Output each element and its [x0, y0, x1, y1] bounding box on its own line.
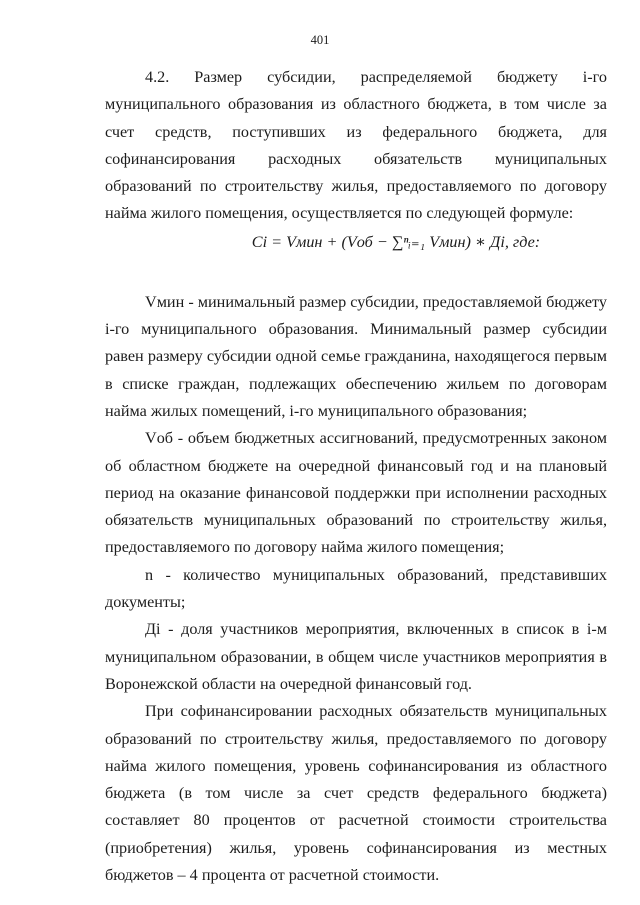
paragraph-vmin-definition: Vмин - минимальный размер субсидии, предоставляемой бюджету i-го муниципального образования. Минимальный размер субсидии равен размеру субсидии одной семье гражданина, находящегося первым в списке граждан, подлежащих обеспечению жильем по договорам найма жилых помещений, i-го муниципального образования; — [105, 292, 607, 420]
paragraph-n-definition: n - количество муниципальных образований, представивших документы; — [105, 565, 607, 612]
paragraph-vob-definition: Vоб - объем бюджетных ассигнований, предусмотренных законом об областном бюджете на очередной финансовый год и на плановый период на оказание финансовой поддержки при исполнении расходных обязательств муниципальных образований по строительству жилья, предоставляемого по договору найма жилого помещения; — [105, 429, 607, 557]
subsidy-formula: Ci = Vмин + (Vоб − ∑ⁿᵢ₌₁ Vмин) ∗ Дi, где: — [251, 232, 541, 251]
paragraph-cofinancing-level: При софинансировании расходных обязательств муниципальных образований по строительству жилья, предоставляемого по договору найма жилого помещения, уровень софинансирования из областного бюджета (в том числе за счет средств федерального бюджета) составляет 80 процентов от расчетной стоимости строительства (приобретения) жилья, уровень софинансирования из местных бюджетов – 4 процента от расчетной стоимости. — [105, 702, 607, 885]
paragraph-di-definition: Дi - доля участников мероприятия, включенных в список в i-м муниципальном образовании, в общем числе участников мероприятия в Воронежской области на очередной финансовый год. — [105, 620, 607, 693]
page-number: 401 — [310, 33, 330, 47]
paragraph-subsidy-size: 4.2. Размер субсидии, распределяемой бюджету i-го муниципального образования из областного бюджета, в том числе за счет средств, поступивших из федерального бюджета, для софинансирования расходных обязательств муниципальных образований по строительству жилья, предоставляемого по договору найма жилого помещения, осуществляется по следующей формуле: — [105, 68, 607, 223]
document-body — [105, 64, 607, 889]
